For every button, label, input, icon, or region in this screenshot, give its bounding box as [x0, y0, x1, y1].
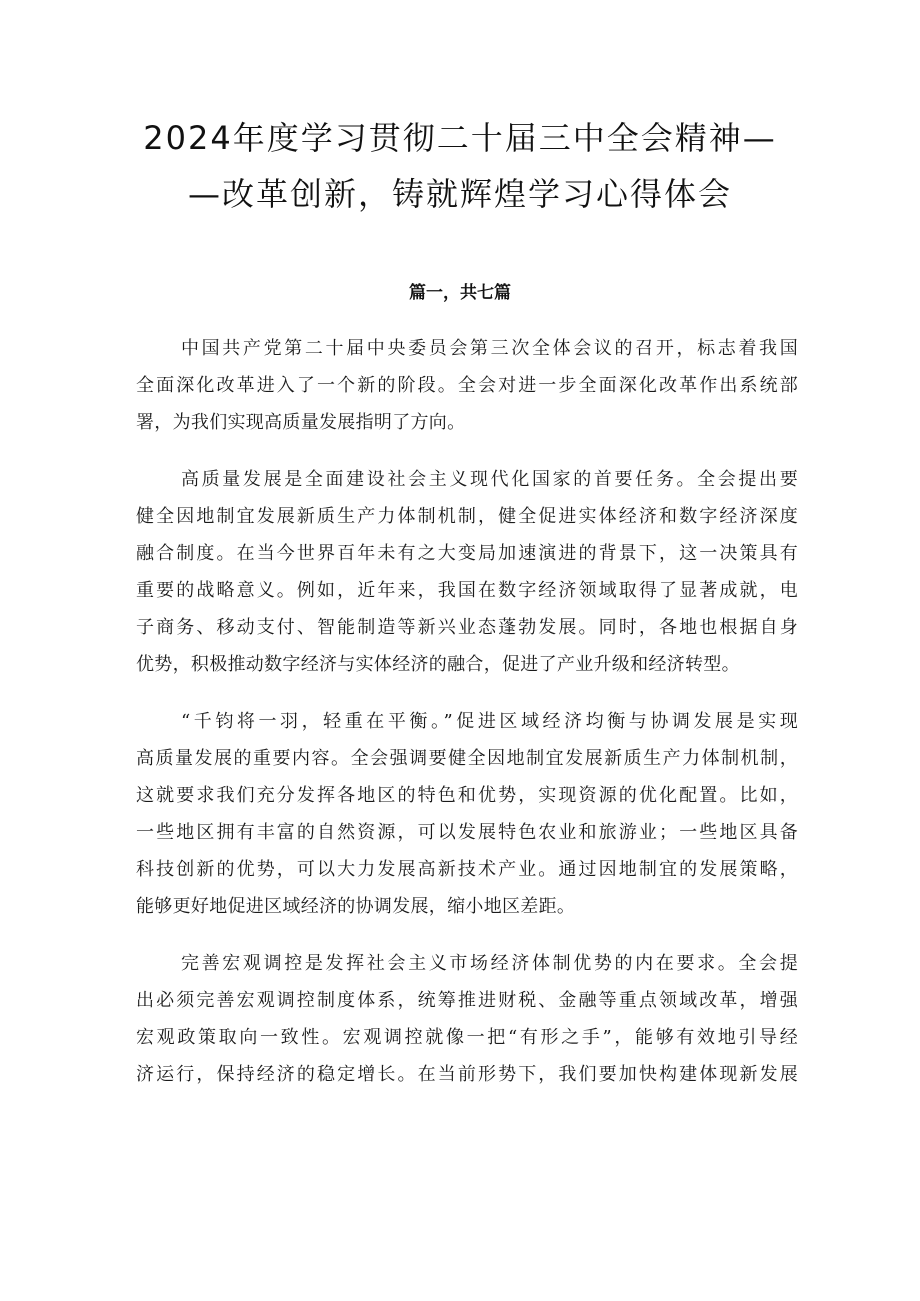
paragraph-line: 融合制度。在当今世界百年未有之大变局加速演进的背景下，这一决策具有 — [136, 543, 798, 564]
paragraph-line: 出必须完善宏观调控制度体系，统筹推进财税、金融等重点领域改革，增强 — [136, 990, 798, 1011]
paragraph-line: 能够更好地促进区域经济的协调发展，缩小地区差距。 — [136, 896, 576, 917]
paragraph-line: 全面深化改革进入了一个新的阶段。全会对进一步全面深化改革作出系统部 — [136, 375, 798, 396]
paragraph-line: 健全因地制宜发展新质生产力体制机制，健全促进实体经济和数字经济深度 — [136, 506, 798, 527]
paragraph — [136, 945, 798, 1093]
document-title — [100, 110, 820, 222]
paragraph-line: 宏观政策取向一致性。宏观调控就像一把“有形之手”，能够有效地引导经 — [136, 1027, 798, 1048]
paragraph-line: 完善宏观调控是发挥社会主义市场经济体制优势的内在要求。全会提 — [181, 953, 798, 974]
paragraph-line: 科技创新的优势，可以大力发展高新技术产业。通过因地制宜的发展策略， — [136, 859, 798, 880]
paragraph — [136, 703, 798, 925]
paragraph-line: 高质量发展是全面建设社会主义现代化国家的首要任务。全会提出要 — [181, 469, 798, 490]
paragraph-line: 子商务、移动支付、智能制造等新兴业态蓬勃发展。同时，各地也根据自身 — [136, 617, 798, 638]
paragraph-line: 一些地区拥有丰富的自然资源，可以发展特色农业和旅游业；一些地区具备 — [136, 822, 798, 843]
paragraph — [136, 461, 798, 683]
paragraph-line: 这就要求我们充分发挥各地区的特色和优势，实现资源的优化配置。比如， — [136, 785, 798, 806]
paragraph — [136, 330, 798, 441]
paragraph-line: “千钧将一羽，轻重在平衡。”促进区域经济均衡与协调发展是实现 — [181, 711, 798, 732]
paragraph-line: 中国共产党第二十届中央委员会第三次全体会议的召开，标志着我国 — [181, 338, 798, 359]
document-body — [136, 330, 798, 1113]
title-line: 2024年度学习贯彻二十届三中全会精神— — [143, 119, 777, 157]
paragraph-line: 高质量发展的重要内容。全会强调要健全因地制宜发展新质生产力体制机制， — [136, 748, 798, 769]
title-line: —改革创新，铸就辉煌学习心得体会 — [187, 175, 732, 213]
paragraph-line: 署，为我们实现高质量发展指明了方向。 — [136, 412, 466, 433]
paragraph-line: 济运行，保持经济的稳定增长。在当前形势下，我们要加快构建体现新发展 — [136, 1064, 798, 1085]
paragraph-line: 优势，积极推动数字经济与实体经济的融合，促进了产业升级和经济转型。 — [136, 654, 740, 675]
paragraph-line: 重要的战略意义。例如，近年来，我国在数字经济领域取得了显著成就，电 — [136, 580, 798, 601]
section-heading: 篇一，共七篇 — [409, 283, 511, 303]
